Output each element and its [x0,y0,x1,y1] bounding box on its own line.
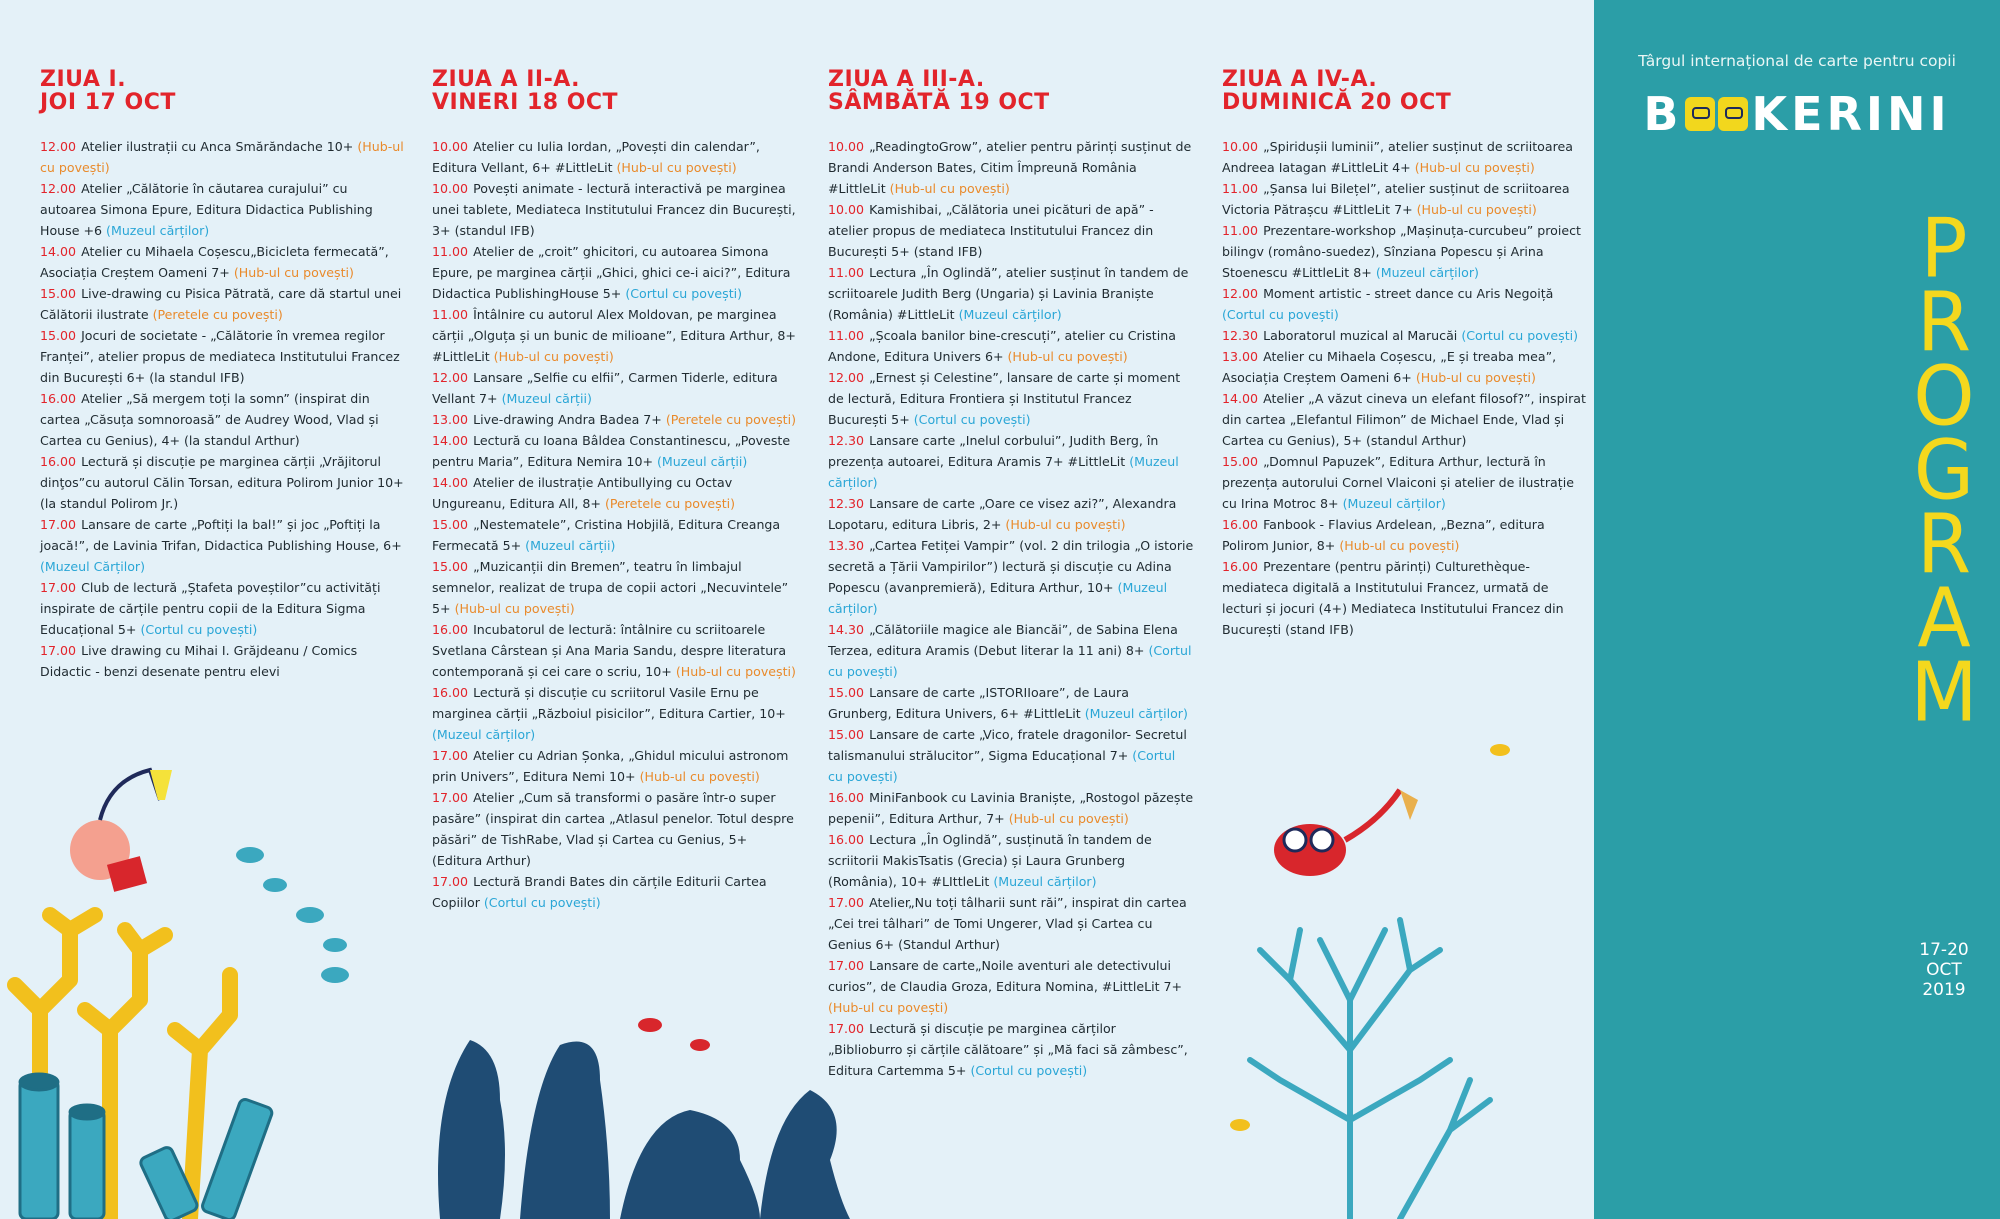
red-crab [1274,790,1418,876]
event-description: „Cartea Fetiței Vampir” (vol. 2 din trilogia „O istorie secretă a Țării Vampirilor”) lectură și discuție cu Adina Popescu (avanpremieră), Editura Arthur, 10+ [828,538,1194,595]
event-time: 12.30 [828,496,865,511]
event-time: 15.00 [828,727,865,742]
event-description: „Călătoriile magice ale Biancăi”, de Sabina Elena Terzea, editura Aramis (Debut literar la 11 ani) 8+ [828,622,1178,658]
event-item [432,241,798,304]
day-2-title-line1: ZIUA A II-A. [432,67,580,92]
event-item [828,136,1194,199]
event-description: „Ernest și Celestine”, lansare de carte și moment de lectură, Editura Frontiera și Institutul Francez București 5+ [828,370,1181,427]
day-1-title-line1: ZIUA I. [40,67,127,92]
event-location: (Cortul cu povești) [1222,307,1339,322]
day-4-title-line1: ZIUA A IV-A. [1222,67,1378,92]
event-time: 14.30 [828,622,865,637]
event-item [40,577,406,640]
event-time: 17.00 [40,580,77,595]
event-location: (Muzeul cărților) [1342,496,1446,511]
event-item [828,829,1194,892]
event-time: 17.00 [828,958,865,973]
day-1-title-line2: JOI 17 OCT [40,90,176,115]
event-description: „Muzicanții din Bremen”, teatru în limbajul semnelor, realizat de trupa de copii actori „Necuvintele” 5+ [432,559,789,616]
red-fish [638,1018,710,1051]
event-description: Live drawing cu Mihai I. Grăjdeanu / Comics Didactic - benzi desenate pentru elevi [40,643,358,679]
event-description: Atelier„Nu toți tâlharii sunt răi”, inspirat din cartea „Cei trei tâlhari” de Tomi Ungerer, Vlad și Cartea cu Genius 6+ (Standul Arthur) [828,895,1187,952]
event-location: (Muzeul cărților) [432,727,536,742]
event-location: (Muzeul cărții) [525,538,616,553]
event-time: 14.00 [432,475,469,490]
event-item [432,367,798,409]
event-time: 12.00 [40,139,77,154]
event-time: 15.00 [1222,454,1259,469]
event-item [432,136,798,178]
event-item [40,283,406,325]
event-location: (Cortul cu povești) [140,622,258,637]
day-1-title [40,68,406,114]
event-description: Atelier cu Mihaela Coșescu„Bicicleta fermecată”, Asociația Creștem Oameni 7+ [40,244,389,280]
program-vertical-title [1904,201,1984,741]
event-description: Club de lectură „Ștafeta poveștilor”cu activități inspirate de cărțile pentru copii de la Editura Sigma Educațional 5+ [40,580,381,637]
event-location: (Peretele cu povești) [152,307,283,322]
teal-fan-coral [1250,920,1490,1219]
event-description: Lectura „În Oglindă”, atelier susținut în tandem de scriitoarele Judith Berg (Ungaria) și Lavinia Braniște (România) #LittleLit [828,265,1189,322]
event-item [1222,283,1588,325]
event-time: 10.00 [432,139,469,154]
event-location: (Peretele cu povești) [604,496,736,511]
event-item [828,535,1194,619]
event-item [828,892,1194,955]
event-time: 12.30 [828,433,865,448]
event-time: 12.00 [828,370,865,385]
event-time: 15.00 [432,559,469,574]
event-description: „Școala banilor bine-crescuți”, atelier cu Cristina Andone, Editura Univers 6+ [828,328,1176,364]
event-location: (Hub-ul cu povești) [616,160,737,175]
day-4-column [1222,68,1588,640]
event-description: Live-drawing cu Pisica Pătrată, care dă startul unei Călătorii ilustrate [40,286,402,322]
small-fish [236,847,349,983]
event-item [432,472,798,514]
event-location: (Hub-ul cu povești) [639,769,760,784]
event-description: Fanbook - Flavius Ardelean, „Bezna”, editura Polirom Junior, 8+ [1222,517,1545,553]
event-location: (Hub-ul cu povești) [1007,349,1128,364]
bookerini-logo [1612,84,1982,144]
event-item [40,514,406,577]
event-item [40,451,406,514]
event-item [432,514,798,556]
event-description: Atelier cu Adrian Șonka, „Ghidul micului astronom prin Univers”, Editura Nemi 10+ [432,748,789,784]
event-location: (Cortul cu povești) [828,748,1176,784]
event-item [40,178,406,241]
day-4-title-line2: DUMINICĂ 20 OCT [1222,90,1452,115]
event-item [432,619,798,682]
event-item [40,241,406,283]
event-time: 17.00 [40,517,77,532]
event-location: (Muzeul cărților) [828,580,1168,616]
event-time: 17.00 [828,1021,865,1036]
event-item [432,787,798,871]
event-item [1222,451,1588,514]
event-time: 15.00 [828,685,865,700]
event-location: (Muzeul Cărților) [40,559,146,574]
event-item [432,682,798,745]
event-description: Atelier de „croit” ghicitori, cu autoarea Simona Epure, pe marginea cărții „Ghici, ghici ce-i aici?”, Editura Didactica PublishingHouse 5+ [432,244,791,301]
event-time: 11.00 [1222,181,1259,196]
event-description: Lansare de carte „Vico, fratele dragonilor- Secretul talismanului strălucitor”, Sigma Educațional 7+ [828,727,1187,763]
event-time: 10.00 [828,202,865,217]
event-item [828,682,1194,724]
event-time: 17.00 [828,895,865,910]
event-item [828,724,1194,787]
day-3-title [828,68,1194,114]
event-location: (Hub-ul cu povești) [40,139,404,175]
event-item [828,787,1194,829]
event-item [1222,556,1588,640]
event-location: (Hub-ul cu povești) [1008,811,1129,826]
program-letter: M [1910,645,1978,741]
logo-book-eyes-icon [1685,97,1748,131]
event-location: (Hub-ul cu povești) [1414,160,1535,175]
yellow-fish [1230,744,1510,1131]
event-description: Prezentare-workshop „Mașinuța-curcubeu” proiect bilingv (româno-suedez), Sînziana Popescu și Arina Stoenescu #LittleLit 8+ [1222,223,1581,280]
event-time: 14.00 [1222,391,1259,406]
event-time: 12.00 [1222,286,1259,301]
fair-subtitle: Târgul internațional de carte pentru copii [1638,52,1956,70]
event-item [40,388,406,451]
program-letter: R [1916,497,1972,593]
event-location: (Hub-ul cu povești) [233,265,354,280]
day-3-title-line2: SÂMBĂTĂ 19 OCT [828,90,1050,115]
event-location: (Cortul cu povești) [625,286,743,301]
event-item [432,745,798,787]
event-location: (Muzeul cărților) [106,223,210,238]
event-description: „Șansa lui Bilețel”, atelier susținut de scriitoarea Victoria Pătrașcu #LittleLit 7+ [1222,181,1570,217]
event-location: (Muzeul cărții) [657,454,748,469]
event-item [828,955,1194,1018]
event-description: Atelier ilustrații cu Anca Smărăndache 10+ [81,139,358,154]
event-location: (Muzeul cărților) [993,874,1097,889]
event-item [40,136,406,178]
event-location: (Muzeul cărților) [958,307,1062,322]
event-time: 15.00 [40,328,77,343]
event-time: 12.00 [432,370,469,385]
event-item [828,1018,1194,1081]
event-item [432,871,798,913]
event-item [432,430,798,472]
event-time: 16.00 [1222,517,1259,532]
event-description: Atelier de ilustrație Antibullying cu Octav Ungureanu, Editura All, 8+ [432,475,733,511]
event-location: (Hub-ul cu povești) [828,1000,949,1015]
event-item [432,409,798,430]
event-item [1222,346,1588,388]
day-2-title-line2: VINERI 18 OCT [432,90,619,115]
event-item [1222,220,1588,283]
event-time: 11.00 [828,328,865,343]
event-item [432,304,798,367]
yellow-coral [15,915,230,1219]
event-time: 11.00 [828,265,865,280]
program-letter: P [1920,201,1968,297]
event-location: (Cortul cu povești) [483,895,601,910]
event-description: Atelier „Călătorie în căutarea curajului” cu autoarea Simona Epure, Editura Didactica Publishing House +6 [40,181,373,238]
event-time: 10.00 [1222,139,1259,154]
fair-dates [1904,940,1984,1000]
event-item [432,556,798,619]
event-time: 16.00 [40,391,77,406]
program-cover-panel [1594,0,2000,1219]
event-location: (Hub-ul cu povești) [493,349,614,364]
event-time: 17.00 [432,874,469,889]
event-description: Atelier cu Mihaela Coșescu, „E și treaba mea”, Asociația Creștem Oameni 6+ [1222,349,1557,385]
event-location: (Hub-ul cu povești) [1415,370,1536,385]
day-1-column [40,68,406,682]
day-4-title [1222,68,1588,114]
event-item [828,493,1194,535]
event-location: (Peretele cu povești) [665,412,796,427]
event-time: 16.00 [828,832,865,847]
day-2-events [432,136,798,913]
day-3-events [828,136,1194,1081]
dates-month: OCT [1926,960,1962,980]
event-description: Atelier „Să mergem toți la somn” (inspirat din cartea „Căsuța somnoroasă” de Audrey Wood, Vlad și Cartea cu Genius), 4+ (la standul Arthur) [40,391,379,448]
event-time: 16.00 [1222,559,1259,574]
event-time: 15.00 [432,517,469,532]
event-time: 16.00 [40,454,77,469]
event-description: Lectură cu Ioana Bâldea Constantinescu, „Poveste pentru Maria”, Editura Nemira 10+ [432,433,791,469]
day-3-column [828,68,1194,1081]
event-time: 13.30 [828,538,865,553]
event-item [432,178,798,241]
dark-seaweed [438,1040,850,1219]
program-letter: A [1917,571,1971,667]
event-description: Lansare de carte „Poftiți la bal!” și joc „Poftiți la joacă!”, de Lavinia Trifan, Didactica Publishing House, 6+ [40,517,402,553]
event-time: 13.00 [432,412,469,427]
event-location: (Hub-ul cu povești) [675,664,796,679]
event-description: „Spiridușii luminii”, atelier susținut de scriitoarea Andreea Iatagan #LittleLit 4+ [1222,139,1573,175]
event-time: 13.00 [1222,349,1259,364]
event-time: 15.00 [40,286,77,301]
event-description: Prezentare (pentru părinți) Culturethèque- mediateca digitală a Institutului Francez, urmată de lecturi și jocuri (4+) Mediateca Institutului Francez din București (stand IFB) [1222,559,1564,637]
event-description: Incubatorul de lectură: întâlnire cu scriitoarele Svetlana Cârstean și Ana Maria Sandu, despre literatura contemporană și cei care o scriu, 10+ [432,622,787,679]
event-description: „Domnul Papuzek”, Editura Arthur, lectură în prezența autorului Cornel Vlaiconi și atelier de ilustrație cu Irina Motroc 8+ [1222,454,1574,511]
event-time: 10.00 [828,139,865,154]
event-description: Kamishibai, „Călătoria unei picături de apă” - atelier propus de mediateca Institutului Francez din București 5+ (stand IFB) [828,202,1154,259]
day-3-title-line1: ZIUA A III-A. [828,67,985,92]
event-description: „ReadingtoGrow”, atelier pentru părinți susținut de Brandi Anderson Bates, Citim Împreună România #LittleLit [828,139,1192,196]
event-time: 11.00 [432,307,469,322]
day-2-column [432,68,798,913]
event-item [40,325,406,388]
event-time: 11.00 [1222,223,1259,238]
event-time: 10.00 [432,181,469,196]
dates-year: 2019 [1922,980,1966,1000]
event-item [828,430,1194,493]
event-time: 14.00 [40,244,77,259]
event-description: Lectură și discuție pe marginea cărților „Biblioburro și cărțile călătoare” și „Mă faci să zâmbesc”, Editura Cartemma 5+ [828,1021,1188,1078]
event-location: (Muzeul cărților) [828,454,1179,490]
program-letter: O [1913,349,1975,445]
event-location: (Muzeul cărții) [501,391,592,406]
event-description: Lansare de carte „Oare ce visez azi?”, Alexandra Lopotaru, editura Libris, 2+ [828,496,1177,532]
event-description: Lectură Brandi Bates din cărțile Editurii Cartea Copiilor [432,874,767,910]
event-location: (Muzeul cărților) [1084,706,1188,721]
event-time: 12.30 [1222,328,1259,343]
day-4-events [1222,136,1588,640]
logo-word-kerini: KERINI [1751,87,1951,141]
event-time: 17.00 [432,790,469,805]
event-time: 14.00 [432,433,469,448]
event-item [1222,136,1588,178]
event-description: Lansare de carte „ISTORIIoare”, de Laura Grunberg, Editura Univers, 6+ #LittleLit [828,685,1129,721]
event-location: (Cortul cu povești) [913,412,1031,427]
event-description: Lectura „În Oglindă”, susținută în tandem de scriitorii MakisTsatis (Grecia) și Laura Grunberg (România), 10+ #LIttleLit [828,832,1152,889]
event-description: Atelier cu Iulia Iordan, „Povești din calendar”, Editura Vellant, 6+ #LittleLit [432,139,760,175]
event-time: 17.00 [40,643,77,658]
event-location: (Hub-ul cu povești) [1339,538,1460,553]
event-item [828,619,1194,682]
event-time: 16.00 [432,685,469,700]
event-location: (Hub-ul cu povești) [1416,202,1537,217]
event-description: Jocuri de societate - „Călătorie în vremea regilor Franței”, atelier propus de mediateca Institutului Francez din București 6+ (la standul IFB) [40,328,400,385]
program-letter: R [1916,275,1972,371]
tube-coral [20,1074,273,1219]
event-item [1222,325,1588,346]
event-description: Lansare carte „Inelul corbului”, Judith Berg, în prezența autoarei, Editura Aramis 7+ #LittleLit [828,433,1159,469]
dates-range: 17-20 [1919,940,1969,960]
event-location: (Hub-ul cu povești) [454,601,575,616]
event-time: 16.00 [828,790,865,805]
event-item [828,199,1194,262]
event-description: MiniFanbook cu Lavinia Braniște, „Rostogol păzește pepenii”, Editura Arthur, 7+ [828,790,1194,826]
program-letter: G [1913,423,1975,519]
event-description: Lectură și discuție cu scriitorul Vasile Ernu pe marginea cărții „Războiul pisicilor”, Editura Cartier, 10+ [432,685,786,721]
event-item [40,640,406,682]
event-item [828,325,1194,367]
event-location: (Hub-ul cu povești) [889,181,1010,196]
event-description: Laboratorul muzical al Marucăi [1263,328,1462,343]
event-description: „Nestematele”, Cristina Hobjilă, Editura Creanga Fermecată 5+ [432,517,781,553]
event-item [1222,514,1588,556]
event-description: Atelier „A văzut cineva un elefant filosof?”, inspirat din cartea „Elefantul Filimon” de Michael Ende, Vlad și Cartea cu Genius), 5+ (standul Arthur) [1222,391,1586,448]
event-description: Lansare de carte„Noile aventuri ale detectivului curios”, de Claudia Groza, Editura Nomina, #LittleLit 7+ [828,958,1183,994]
event-description: Lectură și discuție pe marginea cărții „Vrăjitorul dinţos”cu autorul Călin Torsan, editura Polirom Junior 10+ (la standul Polirom Jr.) [40,454,404,511]
day-1-events [40,136,406,682]
event-description: Moment artistic - street dance cu Aris Negoiță [1263,286,1554,301]
event-description: Povești animate - lectură interactivă pe marginea unei tablete, Mediateca Institutului Francez din București, 3+ (standul IFB) [432,181,796,238]
event-item [1222,388,1588,451]
event-item [1222,178,1588,220]
logo-letter-b: B [1643,87,1683,141]
event-location: (Hub-ul cu povești) [1005,517,1126,532]
event-description: Live-drawing Andra Badea 7+ [473,412,666,427]
event-location: (Cortul cu povești) [970,1063,1088,1078]
event-description: Întâlnire cu autorul Alex Moldovan, pe marginea cărții „Olguța și un bunic de milioane”, Editura Arthur, 8+ #LittleLit [432,307,796,364]
event-time: 11.00 [432,244,469,259]
event-item [828,262,1194,325]
event-location: (Muzeul cărților) [1375,265,1479,280]
day-2-title [432,68,798,114]
event-time: 12.00 [40,181,77,196]
event-location: (Cortul cu povești) [828,643,1192,679]
event-description: Atelier „Cum să transformi o pasăre într-o super pasăre” (inspirat din cartea „Atlasul penelor. Totul despre păsări” de TishRabe, Vlad și Cartea cu Genius, 5+ (Editura Arthur) [432,790,794,868]
event-time: 17.00 [432,748,469,763]
event-location: (Cortul cu povești) [1461,328,1579,343]
event-description: Lansare „Selfie cu elfii”, Carmen Tiderle, editura Vellant 7+ [432,370,778,406]
event-item [828,367,1194,430]
pufferfish-reader [70,770,172,892]
event-time: 16.00 [432,622,469,637]
